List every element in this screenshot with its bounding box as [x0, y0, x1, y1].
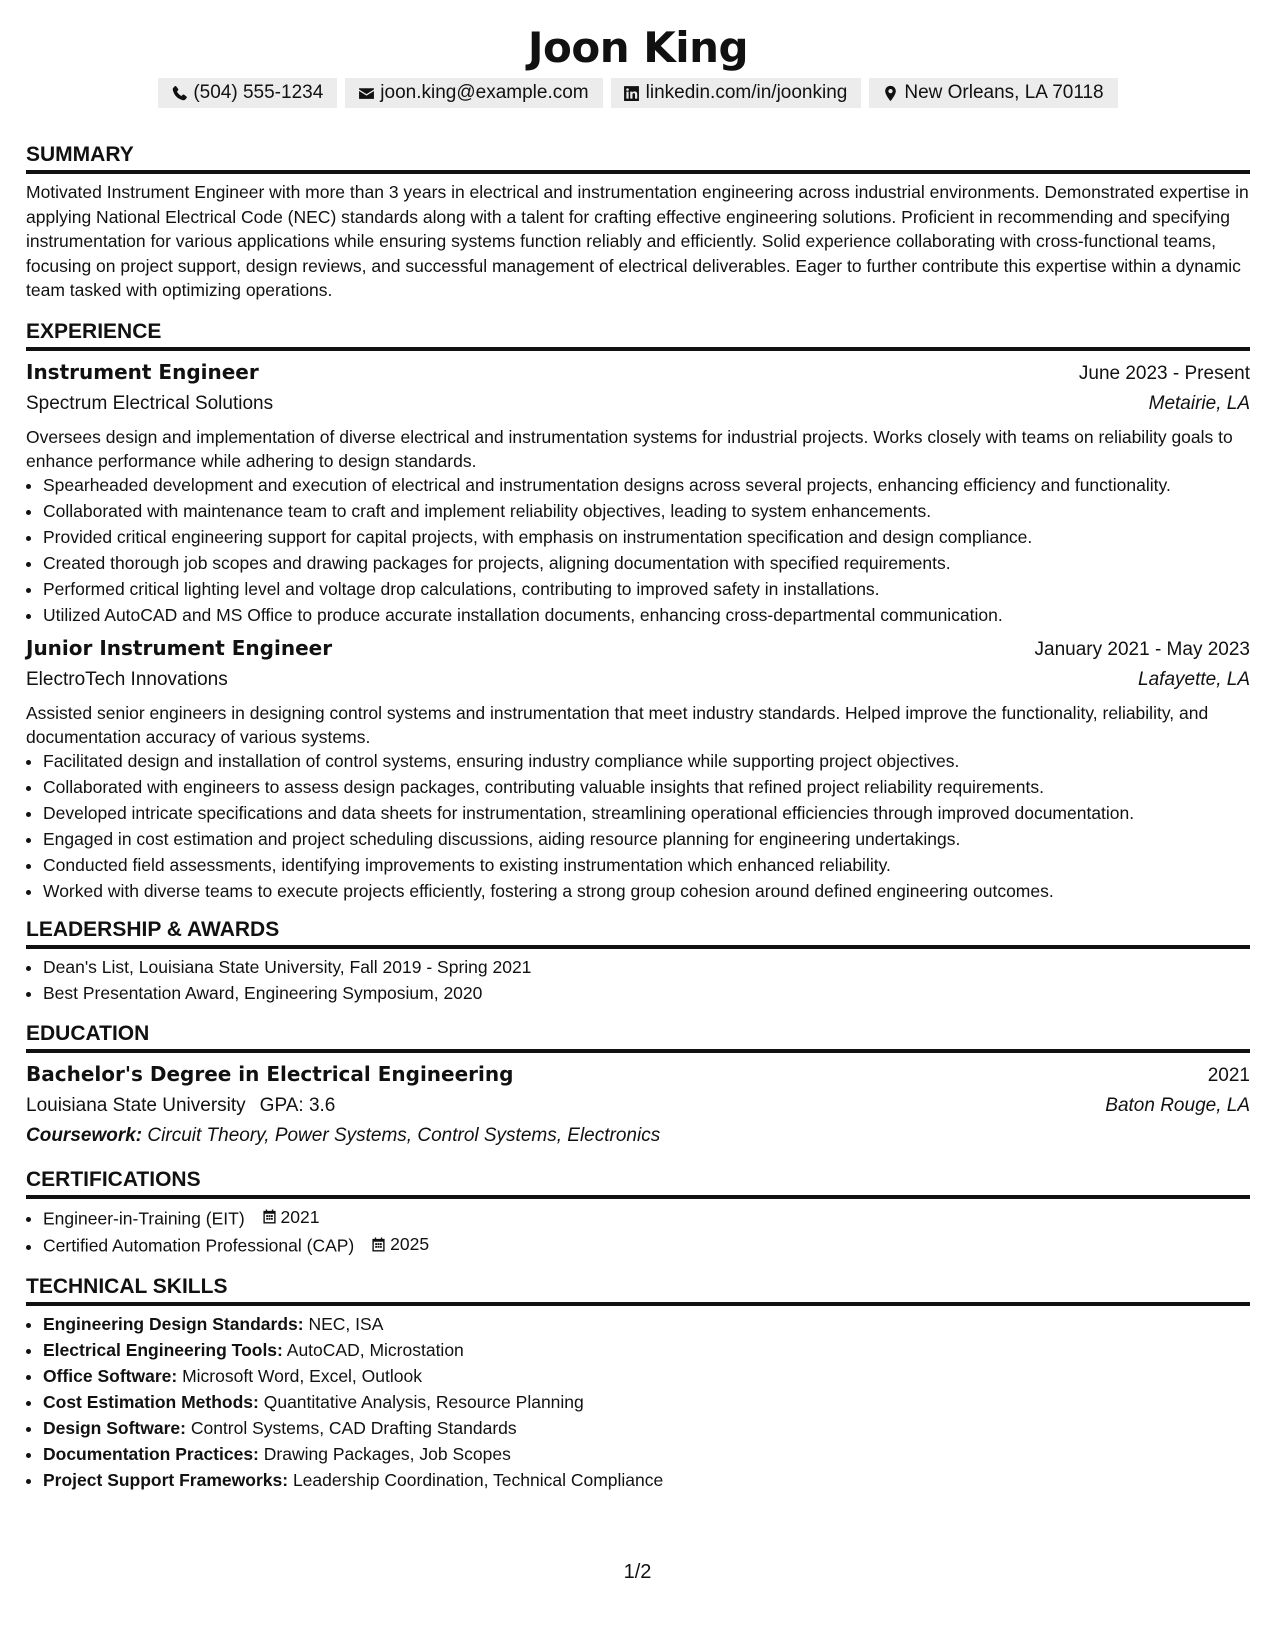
- certifications-section: [26, 1167, 1250, 1258]
- linkedin-text: linkedin.com/in/joonking: [645, 82, 848, 103]
- skill-value: Quantitative Analysis, Resource Planning: [263, 1391, 584, 1412]
- skill-value: Control Systems, CAD Drafting Standards: [190, 1417, 517, 1438]
- list-item: • Developed intricate specifications and data sheets for instrumentation, streamlining operational efficiencies through improved documentation.: [43, 801, 1250, 825]
- job-company: Spectrum Electrical Solutions: [26, 392, 274, 414]
- list-item: [43, 1416, 1250, 1440]
- job-description: Assisted senior engineers in designing control systems and instrumentation that meet industry standards. Helped improve the functionality, reliability, and documentation accuracy of various systems.: [26, 702, 1209, 747]
- cert-year: 2021: [280, 1206, 320, 1227]
- skill-label: Cost Estimation Methods:: [43, 1391, 259, 1412]
- list-item: [43, 1442, 1250, 1466]
- job-bullets: [26, 473, 1250, 627]
- list-item: • Collaborated with engineers to assess design packages, contributing valuable insights that refined project reliability requirements.: [43, 775, 1250, 799]
- job-title: Instrument Engineer: [26, 359, 259, 384]
- contact-email[interactable]: [345, 78, 602, 108]
- list-item: [43, 1232, 1250, 1258]
- skill-value: NEC, ISA: [308, 1313, 384, 1334]
- gpa: GPA: 3.6: [259, 1094, 336, 1116]
- cert-name: Certified Automation Professional (CAP): [43, 1235, 355, 1256]
- leadership-list: [26, 955, 1250, 1005]
- job-title: Junior Instrument Engineer: [26, 635, 333, 660]
- coursework-list: Circuit Theory, Power Systems, Control Systems, Electronics: [147, 1124, 661, 1146]
- list-item: • Performed critical lighting level and voltage drop calculations, contributing to improved safety in installations.: [43, 577, 1250, 601]
- school-location: Baton Rouge, LA: [1105, 1094, 1250, 1116]
- job-bullets: [26, 749, 1250, 903]
- list-item: • Conducted field assessments, identifying improvements to existing instrumentation which enhanced reliability.: [43, 853, 1250, 877]
- list-item: • Facilitated design and installation of control systems, ensuring industry compliance while supporting project objectives.: [43, 749, 1250, 773]
- skill-value: Leadership Coordination, Technical Compliance: [292, 1469, 664, 1490]
- list-item: [43, 1364, 1250, 1388]
- section-title-certifications: CERTIFICATIONS: [26, 1167, 1250, 1199]
- school-line: [26, 1091, 335, 1120]
- list-item: • Utilized AutoCAD and MS Office to produce accurate installation documents, enhancing cross-departmental communication.: [43, 603, 1250, 627]
- contact-bar: [26, 78, 1250, 108]
- cert-date: [371, 1232, 429, 1256]
- certifications-list: [26, 1205, 1250, 1258]
- job-entry: [26, 357, 1250, 627]
- phone-text: (504) 555-1234: [193, 82, 324, 103]
- candidate-name: Joon King: [527, 23, 749, 72]
- list-item: [43, 1390, 1250, 1414]
- skills-list: [26, 1312, 1250, 1492]
- section-title-education: EDUCATION: [26, 1021, 1250, 1053]
- map-pin-icon: [881, 84, 899, 102]
- skill-label: Project Support Frameworks:: [43, 1469, 289, 1490]
- job-dates: January 2021 - May 2023: [1034, 638, 1250, 660]
- page-number: 1/2: [623, 1561, 652, 1583]
- resume-page: [26, 0, 1250, 1494]
- phone-icon: [170, 84, 188, 102]
- skill-label: Electrical Engineering Tools:: [43, 1339, 283, 1360]
- job-description: Oversees design and implementation of diverse electrical and instrumentation systems for industrial projects. Works closely with teams on reliability goals to enhance performance while adhering to design standards.: [26, 426, 1233, 471]
- list-item: [43, 1205, 1250, 1231]
- list-item: • Created thorough job scopes and drawing packages for projects, aligning documentation with specified requirements.: [43, 551, 1250, 575]
- list-item: [43, 1468, 1250, 1492]
- school-name: Louisiana State University: [26, 1094, 246, 1116]
- coursework-label: Coursework:: [26, 1124, 143, 1146]
- section-title-leadership: LEADERSHIP & AWARDS: [26, 917, 1250, 949]
- cert-name: Engineer-in-Training (EIT): [43, 1208, 245, 1228]
- summary-text: Motivated Instrument Engineer with more than 3 years in electrical and instrumentation engineering across industrial environments. Demonstrated expertise in applying National Electrical Code (NEC) standards along with a talent for crafting effective engineering solutions. Proficient in recommending and specifying instrumentation for various applications while ensuring systems function reliably and efficiently. Solid experience collaborating with cross-functional teams, focusing on project support, design reviews, and successful management of electrical deliverables. Eager to further contribute this expertise within a dynamic team tasked with optimizing operations.: [26, 182, 1249, 300]
- job-location: Lafayette, LA: [1138, 668, 1250, 690]
- calendar-icon: [371, 1237, 386, 1252]
- section-title-summary: SUMMARY: [26, 142, 1250, 174]
- skill-value: AutoCAD, Microstation: [286, 1339, 464, 1360]
- experience-section: [26, 319, 1250, 903]
- section-title-experience: EXPERIENCE: [26, 319, 1250, 351]
- contact-location: [869, 78, 1117, 108]
- skill-label: Design Software:: [43, 1417, 186, 1438]
- list-item: • Engaged in cost estimation and project scheduling discussions, aiding resource planning for engineering undertakings.: [43, 827, 1250, 851]
- skill-value: Microsoft Word, Excel, Outlook: [182, 1365, 422, 1386]
- contact-phone[interactable]: [158, 78, 337, 108]
- summary-section: [26, 142, 1250, 303]
- email-text: joon.king@example.com: [380, 82, 589, 103]
- job-company: ElectroTech Innovations: [26, 668, 228, 690]
- envelope-icon: [357, 84, 375, 102]
- list-item: • Dean's List, Louisiana State University, Fall 2019 - Spring 2021: [43, 955, 1250, 979]
- leadership-section: [26, 917, 1250, 1005]
- cert-year: 2025: [390, 1234, 430, 1254]
- graduation-year: 2021: [1207, 1064, 1250, 1086]
- section-title-skills: TECHNICAL SKILLS: [26, 1274, 1250, 1306]
- linkedin-icon: [623, 84, 641, 102]
- skill-label: Office Software:: [43, 1365, 178, 1386]
- list-item: [43, 1312, 1250, 1336]
- skills-section: [26, 1274, 1250, 1492]
- list-item: • Provided critical engineering support for capital projects, with emphasis on instrumentation specification and design compliance.: [43, 525, 1250, 549]
- education-section: [26, 1021, 1250, 1151]
- list-item: • Best Presentation Award, Engineering Symposium, 2020: [43, 981, 1250, 1005]
- skill-label: Engineering Design Standards:: [43, 1313, 304, 1334]
- coursework: [26, 1121, 1250, 1151]
- job-dates: June 2023 - Present: [1078, 362, 1250, 384]
- job-location: Metairie, LA: [1148, 392, 1250, 414]
- list-item: • Collaborated with maintenance team to craft and implement reliability objectives, leading to system enhancements.: [43, 499, 1250, 523]
- list-item: • Spearheaded development and execution of electrical and instrumentation designs across several projects, enhancing efficiency and functionality.: [43, 473, 1250, 497]
- location-text: New Orleans, LA 70118: [904, 82, 1104, 103]
- skill-label: Documentation Practices:: [43, 1443, 259, 1464]
- skill-value: Drawing Packages, Job Scopes: [263, 1443, 511, 1464]
- cert-date: [262, 1205, 320, 1229]
- contact-linkedin[interactable]: [611, 78, 862, 108]
- calendar-icon: [262, 1209, 277, 1224]
- list-item: [43, 1338, 1250, 1362]
- list-item: • Worked with diverse teams to execute projects efficiently, fostering a strong group cohesion around defined engineering outcomes.: [43, 879, 1250, 903]
- degree-title: Bachelor's Degree in Electrical Engineering: [26, 1061, 514, 1086]
- job-entry: [26, 633, 1250, 903]
